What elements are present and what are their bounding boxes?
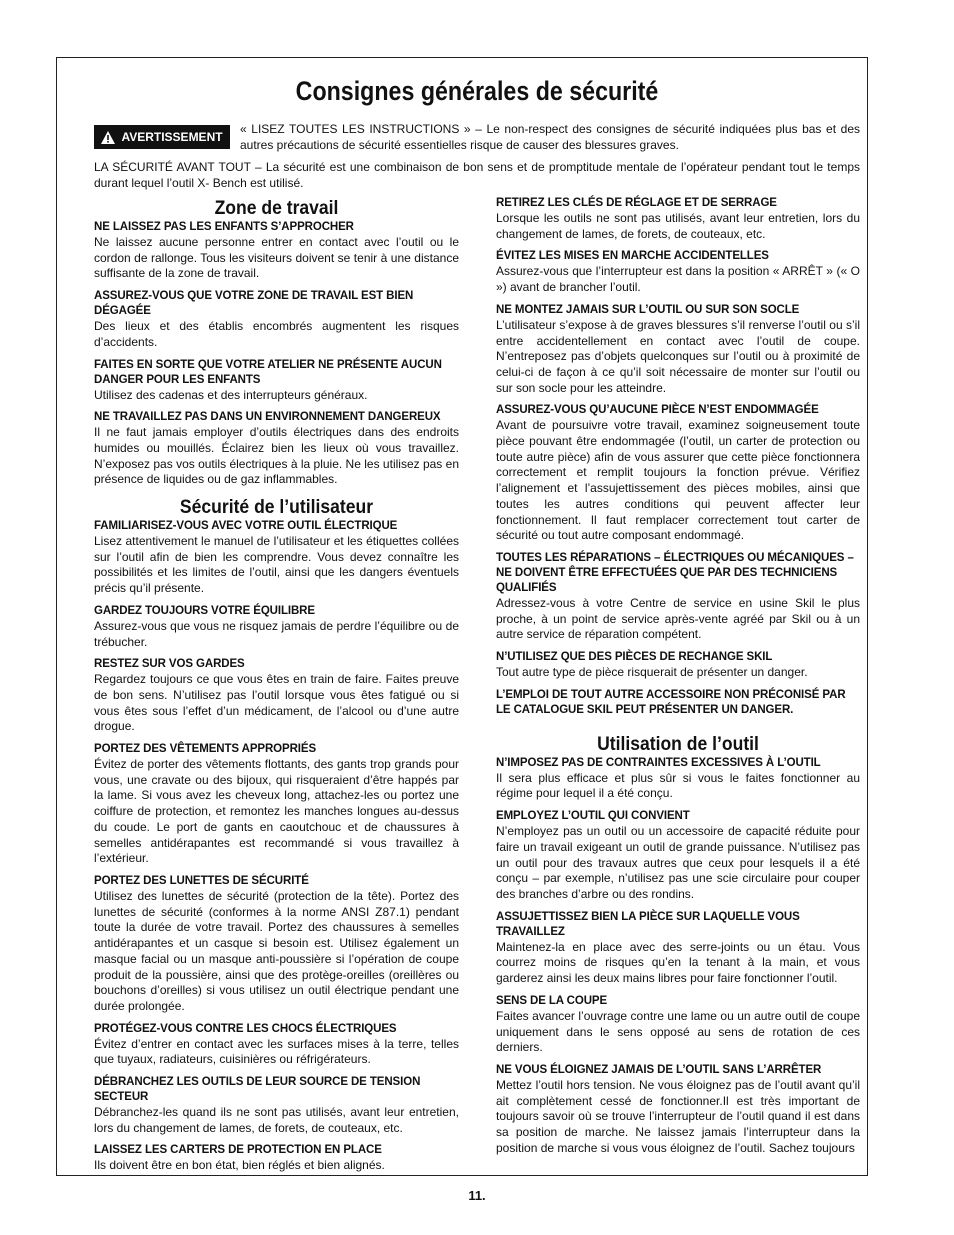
item-body: Ils doivent être en bon état, bien réglés et bien alignés. xyxy=(94,1158,385,1173)
item-heading: TOUTES LES RÉPARATIONS – ÉLECTRIQUES OU MÉCANIQUES – NE DOIVENT ÊTRE EFFECTUÉES QUE PAR DES TECHNICIENS QUALIFIÉS xyxy=(496,551,854,594)
safety-item xyxy=(94,220,459,282)
item-heading: FAITES EN SORTE QUE VOTRE ATELIER NE PRÉSENTE AUCUN DANGER POUR LES ENFANTS xyxy=(94,358,442,386)
zone-items xyxy=(94,220,459,488)
safety-item xyxy=(496,249,860,295)
item-heading: SENS DE LA COUPE xyxy=(496,994,608,1007)
safety-item xyxy=(94,604,459,650)
safety-item xyxy=(496,809,860,903)
section-heading-zone: Zone de travail xyxy=(214,197,339,219)
safety-item xyxy=(94,1143,459,1174)
right-items xyxy=(496,196,860,718)
safety-item xyxy=(94,519,459,597)
item-body: Ne laissez aucune personne entrer en contact avec l’outil ou le cordon de rallonge. Tous les visiteurs doivent se tenir à une distance suffisante de la zone de travail. xyxy=(94,235,459,281)
safety-item xyxy=(496,551,860,643)
page-number: 11. xyxy=(468,1188,486,1203)
safety-item xyxy=(496,688,860,718)
item-body: Assurez-vous que vous ne risquez jamais de perdre l’équilibre ou de trébucher. xyxy=(94,618,459,649)
item-body: Maintenez-la en place avec des serre-joints ou un étau. Vous courrez moins de risques qu’en la tenant à la main, et vous garderez ainsi les deux mains libres pour faire fonctionner l’outil. xyxy=(496,939,860,986)
safety-item xyxy=(94,874,459,1015)
safety-item xyxy=(94,657,459,735)
item-body: Adressez-vous à votre Centre de service en usine Skil le plus proche, à un point de service après-vente agréé par Skil ou à un autre service de réparation compétent. xyxy=(496,595,860,642)
section-heading-user: Sécurité de l’utilisateur xyxy=(179,496,374,519)
item-body: Avant de poursuivre votre travail, examinez soigneusement toute pièce pouvant être endommagée (l’outil, un carter de protection ou toute autre pièce) afin de vous assurer que cette pièce fonctionnera correctement et remplit toujours la fonction prévue. Vérifiez l’alignement et l’assujettissement des pièces mobiles, ainsi que toutes les autres conditions qui peuvent affecter leur fonctionnement. Il faut remplacer correctement tout carter de sécurité ou tout autre composant endommagé. xyxy=(496,418,860,543)
warning-badge xyxy=(94,125,230,149)
item-heading: N’IMPOSEZ PAS DE CONTRAINTES EXCESSIVES À L’OUTIL xyxy=(496,756,821,769)
page-title: Consignes générales de sécurité xyxy=(295,76,659,106)
tool-items xyxy=(496,756,860,1157)
item-heading: NE MONTEZ JAMAIS SUR L’OUTIL OU SUR SON SOCLE xyxy=(496,303,800,316)
intro-paragraph: LA SÉCURITÉ AVANT TOUT – La sécurité est une combinaison de bon sens et de promptitude mentale de l’opérateur pendant tout le temps durant lequel l’outil X- Bench est utilisé. xyxy=(94,160,860,190)
item-body: Il ne faut jamais employer d’outils électriques dans des endroits humides ou mouillés. Éclairez bien les lieux où vous travaillez. N’exposez pas vos outils électriques à la pluie. Ne les utilisez pas en présence de liquides ou de gaz inflammables. xyxy=(94,425,459,487)
safety-item xyxy=(496,303,860,397)
item-heading: PORTEZ DES VÊTEMENTS APPROPRIÉS xyxy=(94,743,317,756)
item-heading: EMPLOYEZ L’OUTIL QUI CONVIENT xyxy=(496,810,690,823)
section-heading-tool: Utilisation de l’outil xyxy=(597,732,759,755)
safety-item xyxy=(94,1075,459,1136)
safety-item xyxy=(496,994,860,1056)
item-heading: RESTEZ SUR VOS GARDES xyxy=(94,658,245,671)
user-items xyxy=(94,519,459,1174)
safety-item xyxy=(496,650,860,681)
item-heading: ASSUREZ-VOUS QU’AUCUNE PIÈCE N’EST ENDOMMAGÉE xyxy=(496,404,819,417)
safety-item xyxy=(496,403,860,544)
safety-item xyxy=(94,358,459,404)
item-heading: NE TRAVAILLEZ PAS DANS UN ENVIRONNEMENT DANGEREUX xyxy=(94,411,441,424)
safety-item xyxy=(94,289,459,350)
item-body: Il sera plus efficace et plus sûr si vous le faites fonctionner au régime pour lequel il a été conçu. xyxy=(496,770,860,801)
safety-item xyxy=(94,742,459,867)
item-body: Lorsque les outils ne sont pas utilisés, avant leur entretien, lors du changement de lames, de forets, de couteaux, etc. xyxy=(496,211,860,241)
item-body: Assurez-vous que l’interrupteur est dans la position « ARRÊT » (« O ») avant de brancher l’outil. xyxy=(496,264,860,295)
item-body: Des lieux et des établis encombrés augmentent les risques d’accidents. xyxy=(94,319,459,349)
item-heading: ASSUREZ-VOUS QUE VOTRE ZONE DE TRAVAIL EST BIEN DÉGAGÉE xyxy=(94,290,414,318)
item-heading: NE VOUS ÉLOIGNEZ JAMAIS DE L’OUTIL SANS L’ARRÊTER xyxy=(496,1063,822,1076)
item-body: N’employez pas un outil ou un accessoire de capacité réduite pour faire un travail exigeant un outil de grande puissance. N’utilisez pas un outil pour des travaux autres que ceux pour lesquels il a été conçu – par exemple, n’utilisez pas une scie circulaire pour couper des branches d’arbre ou des rondins. xyxy=(496,824,860,901)
safety-item xyxy=(496,756,860,802)
item-body: Utilisez des cadenas et des interrupteurs généraux. xyxy=(94,387,368,402)
safety-item xyxy=(94,1022,459,1068)
item-heading: L’EMPLOI DE TOUT AUTRE ACCESSOIRE NON PRÉCONISÉ PAR LE CATALOGUE SKIL PEUT PRÉSENTER UN DANGER. xyxy=(496,688,846,716)
item-body: Débranchez-les quand ils ne sont pas utilisés, avant leur entretien, lors du changement de lames, de forets, de couteaux, etc. xyxy=(94,1105,459,1135)
item-body: Évitez de porter des vêtements flottants, des gants trop grands pour vous, une cravate ou des bijoux, qui risqueraient d’être happés par la lame. Si vous avez les cheveux long, attachez-les ou portez une coiffure de protection, et remontez les manches longues au-dessus du coude. Le port de gants en caoutchouc et de chaussures à semelles antidérapantes est recommandé si vous travaillez à l’extérieur. xyxy=(94,757,459,866)
safety-item xyxy=(496,196,860,242)
item-body: Faites avancer l’ouvrage contre une lame ou un autre outil de coupe uniquement dans le sens opposé au sens de rotation de ces derniers. xyxy=(496,1008,860,1055)
item-heading: ÉVITEZ LES MISES EN MARCHE ACCIDENTELLES xyxy=(496,250,769,263)
item-heading: PROTÉGEZ-VOUS CONTRE LES CHOCS ÉLECTRIQUES xyxy=(94,1022,397,1035)
item-body: Tout autre type de pièce risquerait de présenter un danger. xyxy=(496,665,808,680)
warning-text: « LISEZ TOUTES LES INSTRUCTIONS » – Le non-respect des consignes de sécurité indiquées plus bas et des autres précautions de sécurité essentielles risque de causer des blessures graves. xyxy=(240,122,860,152)
item-body: Mettez l’outil hors tension. Ne vous éloignez pas de l’outil avant qu’il ait complètement cessé de fonctionner.Il est très important de toujours savoir où se trouve l’interrupteur de l’outil quand il est dans sa position de marche. Ne laissez jamais l’interrupteur dans la position de marche si vous vous éloignez de l’outil. Sachez toujours xyxy=(496,1077,860,1155)
item-heading: RETIREZ LES CLÉS DE RÉGLAGE ET DE SERRAGE xyxy=(496,197,777,209)
item-heading: DÉBRANCHEZ LES OUTILS DE LEUR SOURCE DE TENSION SECTEUR xyxy=(94,1076,421,1104)
item-body: L’utilisateur s’expose à de graves blessures s’il renverse l’outil ou s’il entre accidentellement en contact avec l’outil de coupe. N’entreposez pas d’objets quelconques sur l’outil ou à proximité de celui-ci de façon à ce qu’il soit nécessaire de monter sur l’outil ou sur son socle pour les atteindre. xyxy=(496,317,860,395)
item-body: Évitez d’entrer en contact avec les surfaces mises à la terre, telles que tuyaux, radiateurs, cuisinières ou réfrigérateurs. xyxy=(94,1036,459,1067)
item-heading: GARDEZ TOUJOURS VOTRE ÉQUILIBRE xyxy=(94,604,315,617)
item-heading: N’UTILISEZ QUE DES PIÈCES DE RECHANGE SKIL xyxy=(496,651,773,664)
item-heading: FAMILIARISEZ-VOUS AVEC VOTRE OUTIL ÉLECTRIQUE xyxy=(94,520,398,533)
warning-triangle-icon xyxy=(101,131,115,144)
warning-badge-label: AVERTISSEMENT xyxy=(121,130,223,144)
item-body: Utilisez des lunettes de sécurité (protection de la tête). Portez des lunettes de sécurité (conformes à la norme ANSI Z87.1) pendant toute la durée de votre travail. Portez des chaussures à semelles antidérapantes et un casque si besoin est. Utilisez également un masque facial ou un masque anti-poussière si l’opération de coupe produit de la poussière, ainsi que des protège-oreilles (oreillères ou bouchons d’oreilles) si vous utilisez un outil électrique pendant une durée prolongée. xyxy=(94,888,459,1013)
right-column xyxy=(496,196,860,1163)
item-heading: PORTEZ DES LUNETTES DE SÉCURITÉ xyxy=(94,874,309,887)
safety-item xyxy=(94,410,459,488)
left-column xyxy=(94,196,459,1181)
item-body: Regardez toujours ce que vous êtes en train de faire. Faites preuve de bon sens. N’utilisez pas l’outil lorsque vous êtes fatigué ou si vous êtes sous l’effet d’un médicament, de l’alcool ou d’une autre drogue. xyxy=(94,672,459,734)
item-heading: NE LAISSEZ PAS LES ENFANTS S’APPROCHER xyxy=(94,221,354,233)
item-heading: ASSUJETTISSEZ BIEN LA PIÈCE SUR LAQUELLE VOUS TRAVAILLEZ xyxy=(496,910,800,938)
safety-item xyxy=(496,1063,860,1157)
safety-item xyxy=(496,910,860,987)
item-heading: LAISSEZ LES CARTERS DE PROTECTION EN PLACE xyxy=(94,1144,382,1157)
item-body: Lisez attentivement le manuel de l’utilisateur et les étiquettes collées sur l’outil afin de bien les comprendre. Vous devez connaître les possibilités et les limites de l’outil, ainsi que les dangers éventuels précis qu’il présente. xyxy=(94,534,459,596)
